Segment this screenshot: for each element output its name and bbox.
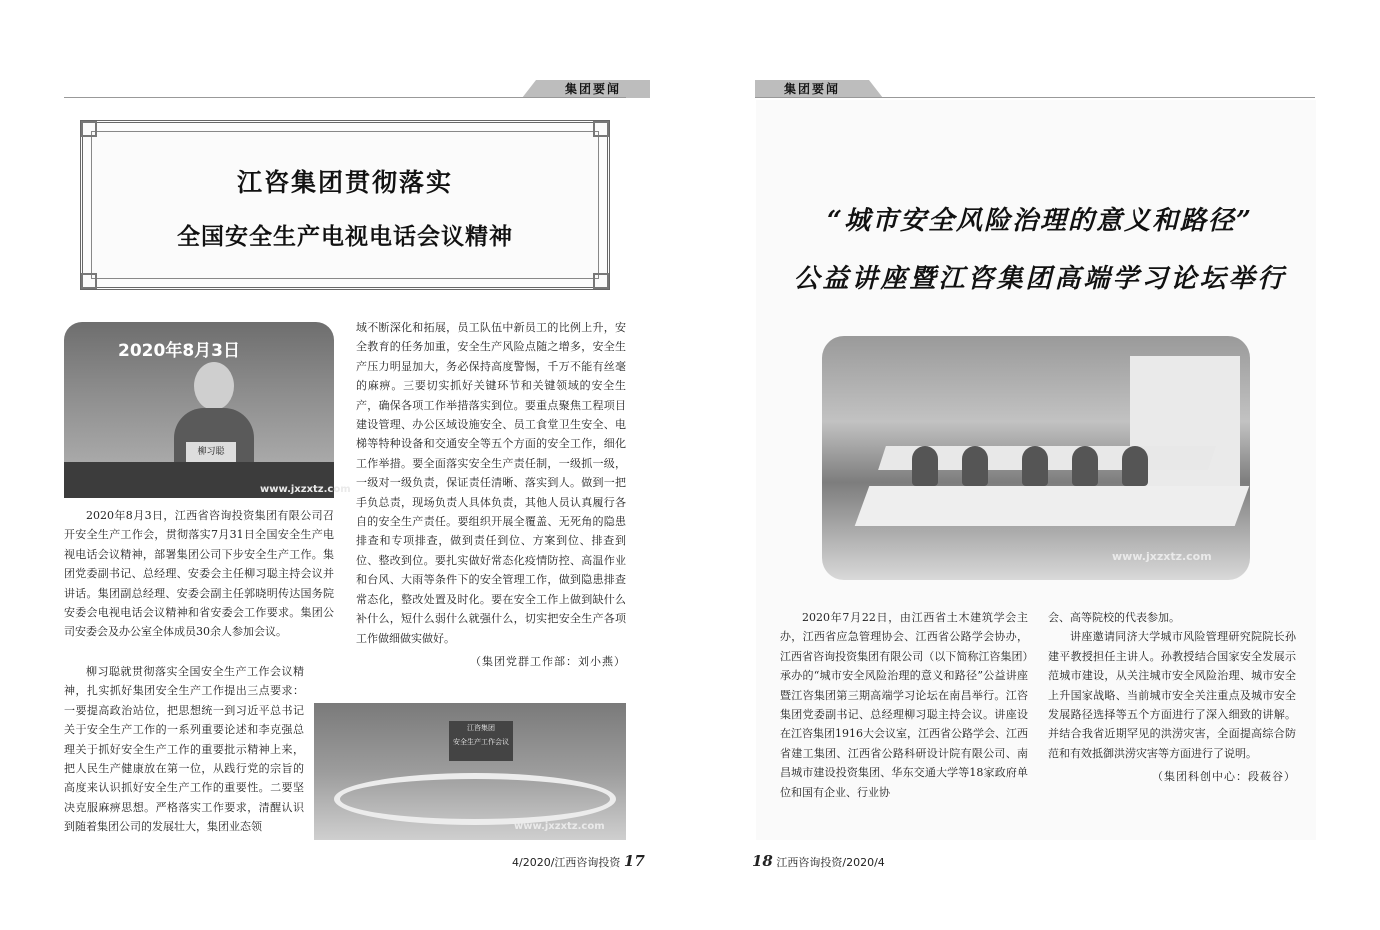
left-column-2 [356,318,626,671]
section-tab-right: 集团要闻 [755,80,869,98]
attendee [912,446,938,486]
left-column-1-lower [64,662,304,837]
right-title-line1: “城市安全风险治理的意义和路径” [827,206,1253,236]
screen-text-line1: 江咨集团 [467,724,495,732]
speaker-photo [64,322,351,498]
paragraph: 2020年8月3日，江西省咨询投资集团有限公司召开安全生产工作会，贯彻落实7月31日全国安全生产电视电话会议精神，部署集团公司下步安全生产工作。集团党委副书记、总经理、安委会主任柳习聪主持会议并讲话。集团副总经理、安委会副主任郭晓明传达国务院安委会电视电话会议精神和省安委会工作要求。集团公司安委会及办公室全体成员30余人参加会议。 [64,509,334,639]
projection-screen [449,721,513,761]
attendee [1022,446,1048,486]
section-tab-left: 集团要闻 [536,80,650,98]
folio-text: 4/2020/江西咨询投资 [512,856,621,869]
desk-row [855,486,1250,526]
frame-corner-ornament [593,273,609,289]
paragraph: 域不断深化和拓展，员工队伍中新员工的比例上升，安全教育的任务加重，安全生产风险点随之增多，安全生产压力明显加大，务必保持高度警惕，千万不能有丝毫的麻痹。三要切实抓好关键环节和关键领域的安全生产，确保各项工作举措落实到位。要重点聚焦工程项目建设管理、办公区域设施安全、员工食堂卫生安全、电梯等特种设备和交通安全等五个方面的安全工作，细化工作举措。要全面落实安全生产责任制，一级抓一级，一级对一级负责，保证责任清晰、落实到人。做到一把手负总责，现场负责人具体负责，其他人员认真履行各自的安全生产责任。要组织开展全覆盖、无死角的隐患排查和专项排查，做到责任到位、方案到位、排查到位、整改到位。要扎实做好常态化疫情防控、高温作业和台风、大雨等条件下的安全管理工作，做到隐患排查常态化，整改处置及时化。要在安全工作上做到缺什么补什么，短什么弱什么就强什么，切实把安全生产各项工作做细做实做好。 [356,321,626,645]
right-title-line2: 公益讲座暨江咨集团高端学习论坛举行 [793,264,1287,294]
author-signature: （集团党群工作部：刘小燕） [470,654,626,668]
page-folio-left [512,852,645,870]
screen-text-line2: 安全生产工作会议 [453,738,509,746]
photo-watermark: www.jxzxtz.com [1112,550,1212,563]
page-number: 17 [623,852,645,870]
lecture-photo [822,336,1250,580]
left-column-1 [64,506,334,642]
photo-watermark: www.jxzxtz.com [514,821,605,832]
folio-text: 江西咨询投资/2020/4 [776,856,885,869]
paragraph: 柳习聪就贯彻落实全国安全生产工作会议精神，扎实抓好集团安全生产工作提出三点要求：一要提高政治站位，把思想统一到习近平总书记关于安全生产工作的一系列重要论述和李克强总理关于抓好安全生产工作的重要批示精神上来，把人民生产健康放在第一位，从践行党的宗旨的高度来认识抓好安全生产工作的重要性。二要坚决克服麻痹思想。严格落实工作要求，清醒认识到随着集团公司的发展壮大，集团业态领 [64,665,304,834]
attendee [1072,446,1098,486]
right-column-1 [780,608,1028,802]
header-rule-right [755,97,1315,98]
header-rule-left [64,97,626,98]
right-column-2 [1048,608,1296,787]
page-folio-right [752,852,885,870]
conference-table [334,773,616,825]
frame-corner-ornament [593,121,609,137]
frame-corner-ornament [81,121,97,137]
photo-watermark: www.jxzxtz.com [260,484,351,495]
paragraph: 2020年7月22日，由江西省土木建筑学会主办，江西省应急管理协会、江西省公路学会协办，江西省咨询投资集团有限公司（以下简称江咨集团）承办的“城市安全风险治理的意义和路径”公益讲座暨江咨集团第三期高端学习论坛在南昌举行。江咨集团党委副书记、总经理柳习聪主持会议。讲座设在江咨集团1916大会议室，江西省公路学会、江西省建工集团、江西省公路科研设计院有限公司、南昌城市建设投资集团、华东交通大学等18家政府单位和国有企业、行业协 [780,611,1028,799]
speaker-head [194,362,234,410]
author-signature: （集团科创中心：段莜谷） [1152,770,1296,784]
attendee [1122,446,1148,486]
attendee [962,446,988,486]
photo-date-stamp: 2020年8月3日 [118,341,240,361]
paragraph: 会、高等院校的代表参加。 [1048,611,1180,624]
page-number: 18 [752,852,773,870]
title-frame-inner [91,131,599,279]
left-title-line1: 江咨集团贯彻落实 [236,168,453,197]
paragraph: 讲座邀请同济大学城市风险管理研究院院长孙建平教授担任主讲人。孙教授结合国家安全发展示范城市建设，从关注城市安全风险治理、城市安全上升国家战略、当前城市安全关注重点及城市安全发展路径选择等五个方面进行了深入细致的讲解。并结合我省近期罕见的洪涝灾害，全面提高综合防范和有效抵御洪涝灾害等方面进行了说明。 [1048,630,1296,760]
left-title-frame [80,120,610,290]
name-plate: 柳习聪 [186,442,236,462]
frame-corner-ornament [81,273,97,289]
left-title-line2: 全国安全生产电视电话会议精神 [177,224,513,250]
meeting-photo [314,703,626,840]
